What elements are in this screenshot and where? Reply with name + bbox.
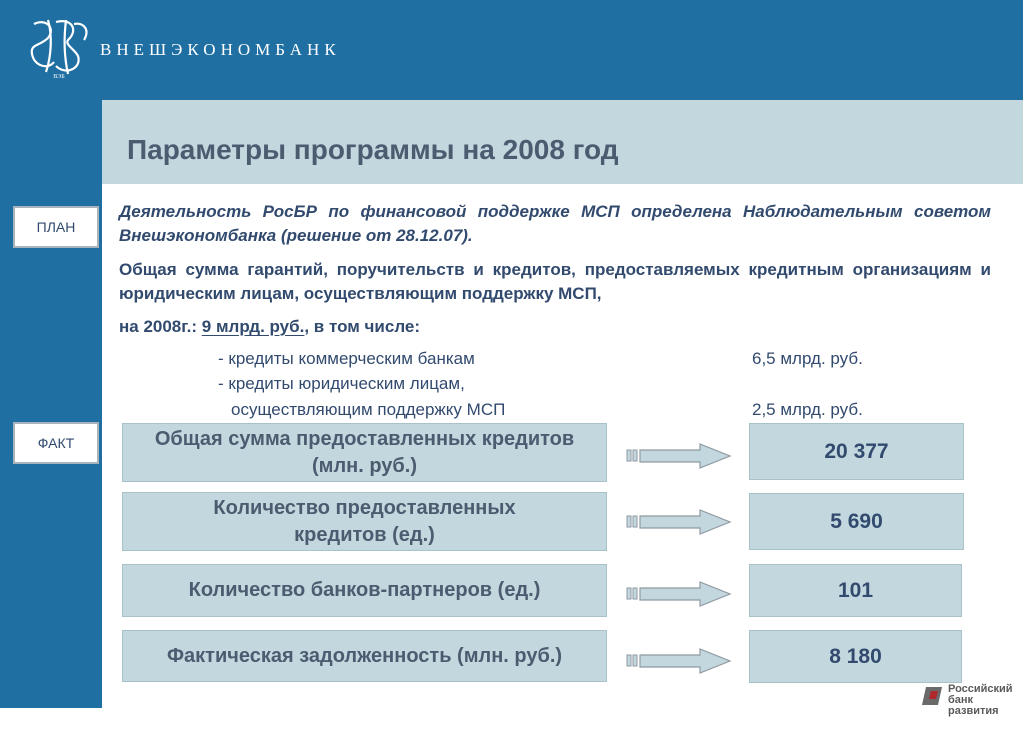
fact-label-box [122, 492, 607, 551]
fact-value: 20 377 [749, 423, 964, 480]
plan-total-amount: 9 млрд. руб. [201, 317, 305, 336]
plan-paragraph-1: Деятельность РосБР по финансовой поддержке МСП определена Наблюдательным советом Внешэкономбанка (решение от 28.12.07). [119, 202, 991, 245]
fact-label: Количество предоставленных кредитов (ед.) [213, 496, 516, 546]
fact-label-box [122, 630, 607, 682]
fact-label-box [122, 423, 607, 482]
plan-item-label-line2: осуществляющим поддержку МСП [231, 400, 506, 419]
rbr-logo-line1: Российский [948, 683, 1013, 695]
plan-paragraph-2: Общая сумма гарантий, поручительств и кредитов, предоставляемых кредитным организациям и юридическим лицам, осуществляющим поддержку МСП, [119, 260, 991, 303]
fact-label: Количество банков-партнеров (ед.) [188, 579, 541, 601]
arrow-right-icon [626, 579, 732, 609]
slide-title: Параметры программы на 2008 год [127, 134, 619, 165]
page-number: 5 [44, 738, 53, 755]
plan-tag: ПЛАН [13, 206, 99, 248]
fact-tag: ФАКТ [13, 422, 99, 464]
fact-value: 8 180 [749, 630, 962, 683]
header-bar [0, 0, 1023, 100]
fact-value: 101 [749, 564, 962, 617]
fact-label-box [122, 564, 607, 617]
plan-item-value: 2,5 млрд. руб. [752, 400, 863, 419]
arrow-right-icon [626, 646, 732, 676]
plan-suffix: , в том числе: [304, 317, 421, 336]
bank-name: ВНЕШЭКОНОМБАНК [100, 40, 341, 59]
rbr-logo-icon [922, 685, 946, 707]
plan-year-prefix: на 2008г.: [119, 317, 202, 336]
fact-value: 5 690 [749, 493, 964, 550]
arrow-right-icon [626, 441, 732, 471]
rbr-logo-text [948, 684, 1023, 717]
plan-item-label: - кредиты юридическим лицам, [218, 374, 465, 393]
rbr-logo-line2: банк развития [948, 694, 999, 717]
fact-label: Фактическая задолженность (млн. руб.) [166, 644, 563, 667]
arrow-right-icon [626, 507, 732, 537]
left-sidebar [0, 100, 102, 755]
plan-item-value: 6,5 млрд. руб. [752, 349, 863, 368]
plan-paragraph-3 [119, 317, 420, 337]
veb-logo-icon [26, 14, 92, 80]
logo-monogram-text: ВЭБ [53, 74, 65, 80]
plan-item-label: - кредиты коммерческим банкам [218, 349, 475, 368]
fact-label: Общая сумма предоставленных кредитов (млн. руб.) [154, 427, 575, 477]
